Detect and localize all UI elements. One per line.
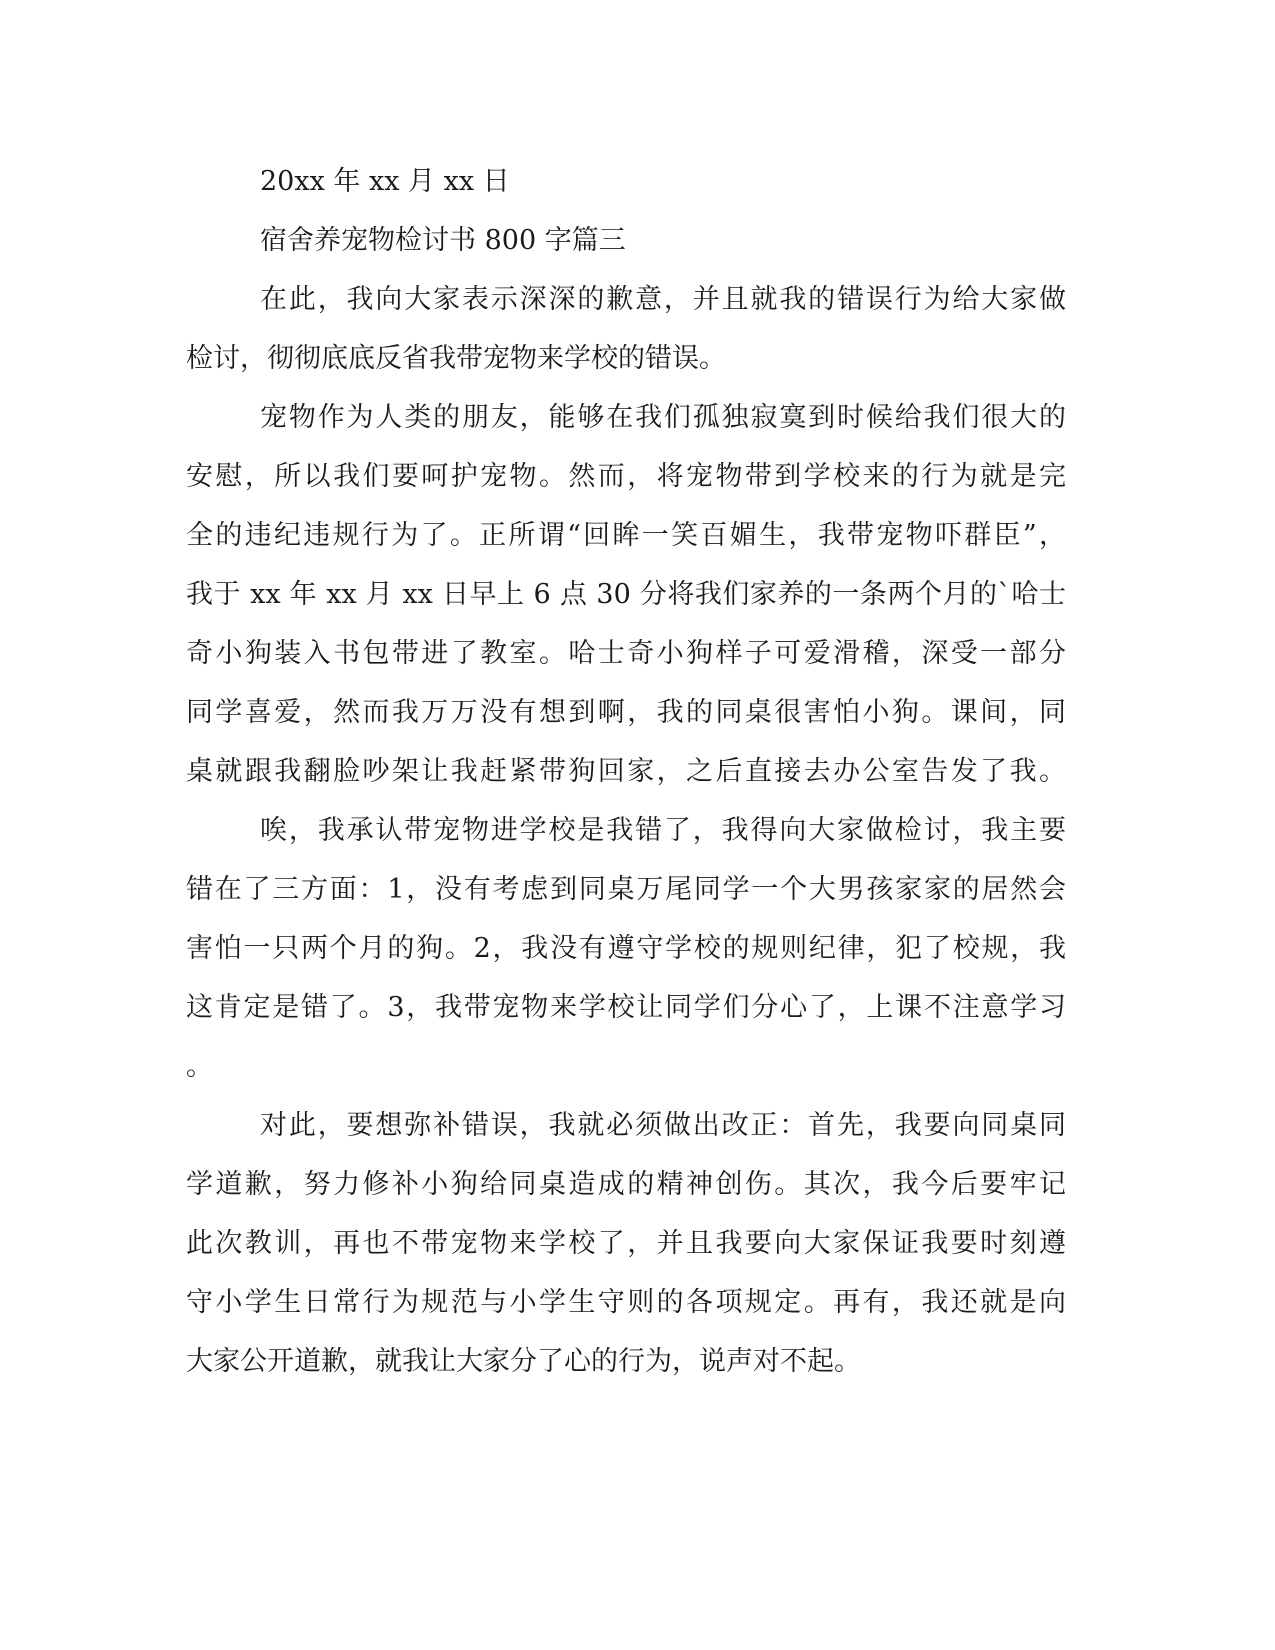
paragraph-line: 对此，要想弥补错误，我就必须做出改正：首先，我要向同桌同 <box>260 1110 1066 1141</box>
paragraph-line: 害怕一只两个月的狗。2，我没有遵守学校的规则纪律，犯了校规，我 <box>186 933 1066 964</box>
paragraph-line: 安慰，所以我们要呵护宠物。然而，将宠物带到学校来的行为就是完 <box>186 461 1066 492</box>
paragraph-line: 这肯定是错了。3，我带宠物来学校让同学们分心了，上课不注意学习 <box>186 992 1066 1023</box>
paragraph-line: 守小学生日常行为规范与小学生守则的各项规定。再有，我还就是向 <box>186 1287 1066 1318</box>
paragraph-line: 奇小狗装入书包带进了教室。哈士奇小狗样子可爱滑稽，深受一部分 <box>186 638 1066 669</box>
paragraph-line: 大家公开道歉，就我让大家分了心的行为，说声对不起。 <box>186 1346 861 1377</box>
paragraph-line: 同学喜爱，然而我万万没有想到啊，我的同桌很害怕小狗。课间，同 <box>186 697 1066 728</box>
paragraph-line: 桌就跟我翻脸吵架让我赶紧带狗回家，之后直接去办公室告发了我。 <box>186 756 1066 787</box>
paragraph-line: 此次教训，再也不带宠物来学校了，并且我要向大家保证我要时刻遵 <box>186 1228 1066 1259</box>
paragraph-line: 。 <box>186 1051 213 1082</box>
paragraph-line: 宠物作为人类的朋友，能够在我们孤独寂寞到时候给我们很大的 <box>260 402 1066 433</box>
document-date: 20xx 年 xx 月 xx 日 <box>260 166 510 197</box>
paragraph-line: 唉，我承认带宠物进学校是我错了，我得向大家做检讨，我主要 <box>260 815 1066 846</box>
paragraph-line: 错在了三方面：1，没有考虑到同桌万尾同学一个大男孩家家的居然会 <box>186 874 1066 905</box>
document-title: 宿舍养宠物检讨书 800 字篇三 <box>260 225 626 256</box>
paragraph-line: 在此，我向大家表示深深的歉意，并且就我的错误行为给大家做 <box>260 284 1066 315</box>
paragraph-line: 学道歉，努力修补小狗给同桌造成的精神创伤。其次，我今后要牢记 <box>186 1169 1066 1200</box>
paragraph-line: 全的违纪违规行为了。正所谓“回眸一笑百媚生，我带宠物吓群臣”， <box>186 520 1066 551</box>
paragraph-line: 我于 xx 年 xx 月 xx 日早上 6 点 30 分将我们家养的一条两个月的`哈士 <box>186 579 1066 610</box>
paragraph-line: 检讨，彻彻底底反省我带宠物来学校的错误。 <box>186 343 726 374</box>
